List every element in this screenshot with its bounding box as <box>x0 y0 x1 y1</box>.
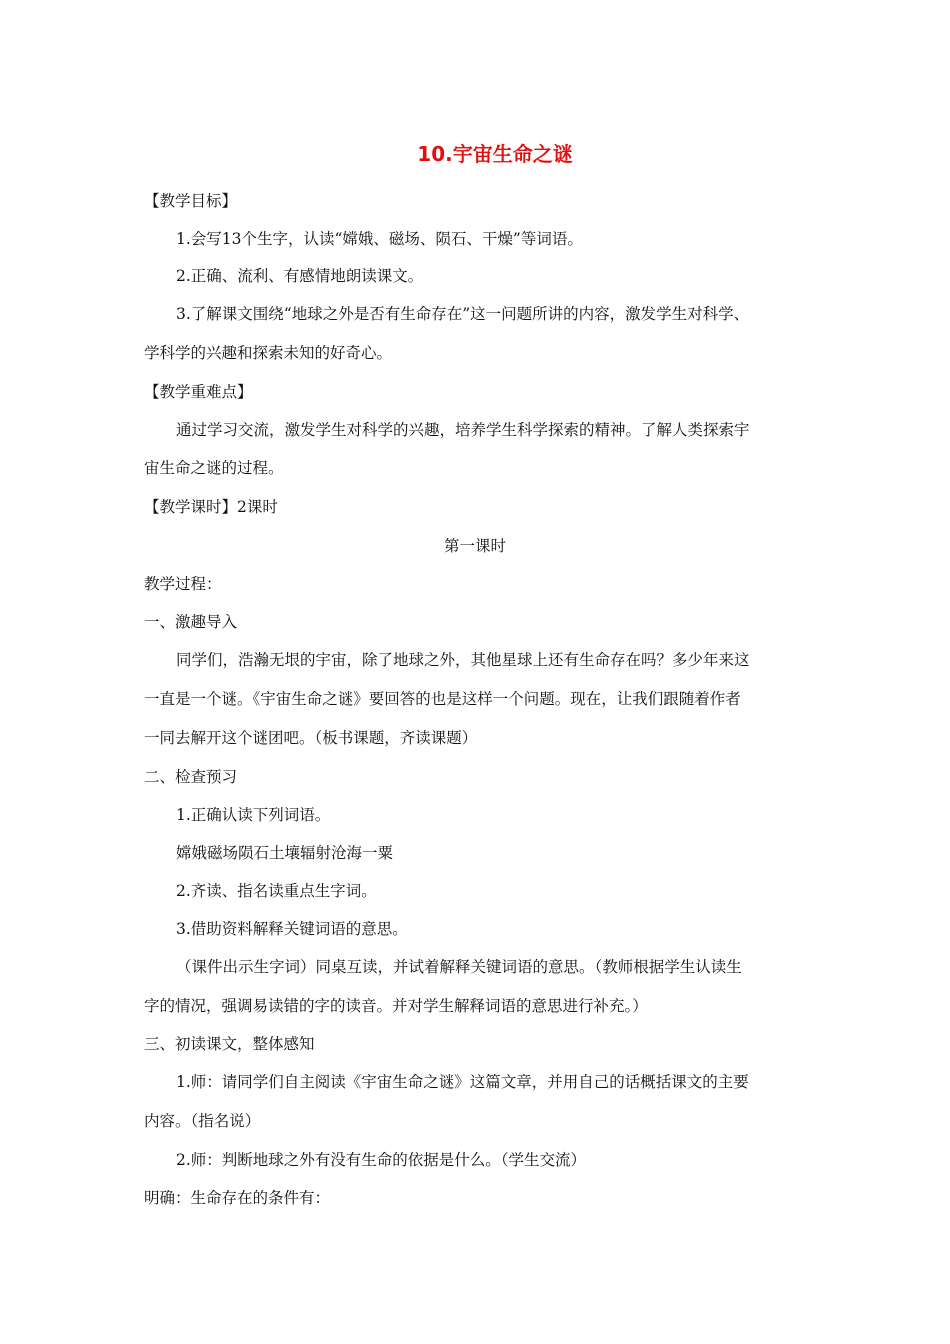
goal-line: 2.正确、流利、有感情地朗读课文。 <box>176 267 424 285</box>
part2-line: 2.齐读、指名读重点生字词。 <box>176 882 377 900</box>
key-heading: 【教学重难点】 <box>144 383 253 401</box>
key-line: 宙生命之谜的过程。 <box>144 459 284 477</box>
part2-heading: 二、检查预习 <box>144 768 238 786</box>
part3-line: 1.师：请同学们自主阅读《宇宙生命之谜》这篇文章，并用自己的话概括课文的主要 <box>176 1073 749 1091</box>
part1-line: 一直是一个谜。《宇宙生命之谜》要回答的也是这样一个问题。现在，让我们跟随着作者 <box>144 690 741 708</box>
goal-line: 3.了解课文围绕“地球之外是否有生命存在”这一问题所讲的内容，激发学生对科学、 <box>176 305 750 323</box>
lesson-heading: 第一课时 <box>443 537 506 555</box>
key-line: 通过学习交流，激发学生对科学的兴趣，培养学生科学探索的精神。了解人类探索宇 <box>176 421 750 439</box>
part3-line: 明确：生命存在的条件有： <box>144 1189 331 1207</box>
part2-line: 嫦娥磁场陨石土壤辐射沧海一粟 <box>176 844 394 862</box>
part2-line: 3.借助资料解释关键词语的意思。 <box>176 920 408 938</box>
part2-line: 1.正确认读下列词语。 <box>176 806 331 824</box>
part3-heading: 三、初读课文，整体感知 <box>144 1035 315 1053</box>
part3-line: 内容。（指名说） <box>144 1112 261 1130</box>
part2-line: （课件出示生字词）同桌互读，并试着解释关键词语的意思。（教师根据学生认读生 <box>176 958 742 976</box>
part3-line: 2.师：判断地球之外有没有生命的依据是什么。（学生交流） <box>176 1151 587 1169</box>
hours-line: 【教学课时】2课时 <box>144 498 278 516</box>
goal-line: 1.会写13个生字，认读“嫦娥、磁场、陨石、干燥”等词语。 <box>176 230 583 248</box>
goals-heading: 【教学目标】 <box>144 192 238 210</box>
part1-heading: 一、激趣导入 <box>144 613 238 631</box>
part1-line: 一同去解开这个谜团吧。（板书课题，齐读课题） <box>144 729 478 747</box>
part2-line: 字的情况，强调易读错的字的读音。并对学生解释词语的意思进行补充。） <box>144 997 648 1015</box>
part1-line: 同学们，浩瀚无垠的宇宙，除了地球之外，其他星球上还有生命存在吗？多少年来这 <box>176 651 750 669</box>
document-title: 10.宇宙生命之谜 <box>417 142 573 166</box>
process-heading: 教学过程： <box>144 575 222 593</box>
goal-line: 学科学的兴趣和探索未知的好奇心。 <box>144 344 393 362</box>
